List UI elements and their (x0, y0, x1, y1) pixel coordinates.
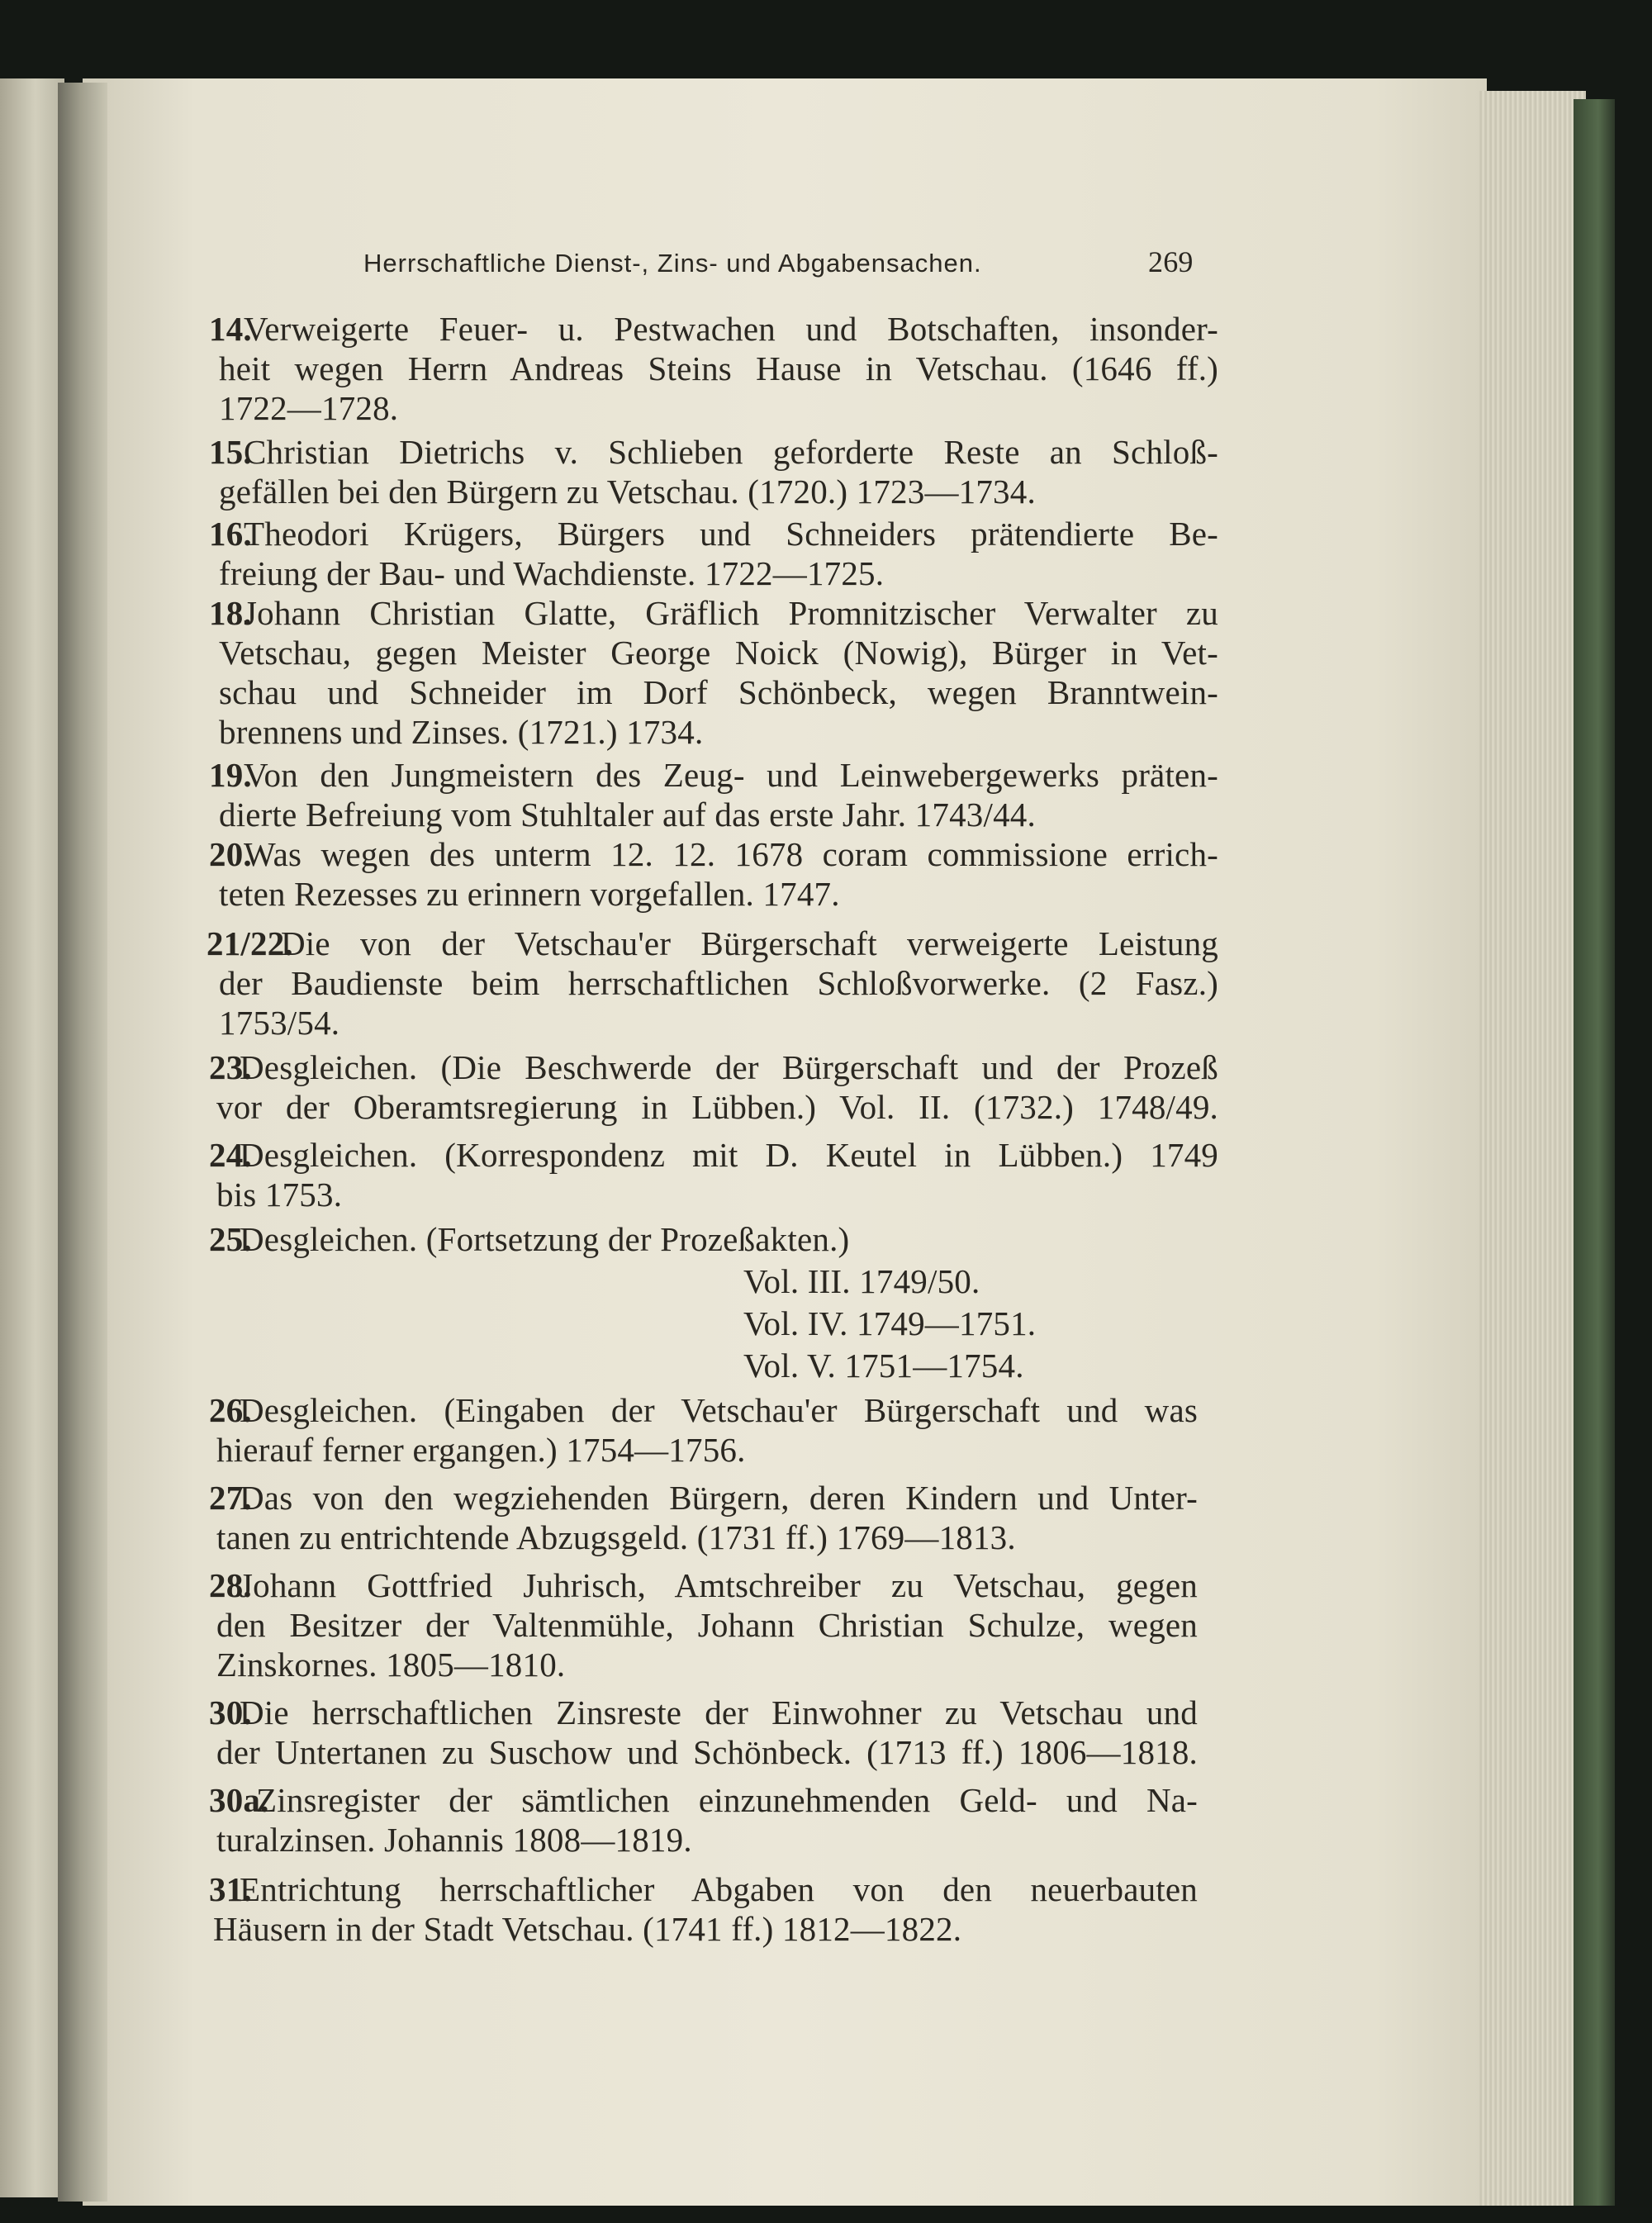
entry-line: Entrichtung herrschaftlicher Abgaben von den neuerbauten (240, 1870, 1198, 1908)
page-number: 269 (1148, 245, 1194, 278)
entry-number: 30a. (209, 1781, 269, 1819)
entry-line: dierte Befreiung vom Stuhltaler auf das erste Jahr. 1743/44. (219, 796, 1036, 834)
entry-line: Desgleichen. (Korrespondenz mit D. Keutel in Lübben.) 1749 (240, 1136, 1218, 1174)
entry-number: 31. (209, 1870, 252, 1908)
entry-line: der Baudienste beim herrschaftlichen Schloßvorwerke. (2 Fasz.) (219, 964, 1218, 1002)
entry-line: der Untertanen zu Suschow und Schönbeck. (1713 ff.) 1806—1818. (216, 1733, 1198, 1771)
entry-number: 25. (209, 1220, 252, 1258)
entry-line: Theodori Krügers, Bürgers und Schneiders prätendierte Be- (244, 515, 1218, 553)
entry-number: 30. (209, 1693, 252, 1731)
entry-line: Desgleichen. (Fortsetzung der Prozeßakten.) (240, 1220, 850, 1258)
entry-line: Zinskornes. 1805—1810. (216, 1646, 566, 1684)
entry-number: 15. (209, 433, 252, 471)
entry-line: Das von den wegziehenden Bürgern, deren Kindern und Unter- (240, 1479, 1198, 1517)
entry-line: Johann Christian Glatte, Gräflich Promnitzischer Verwalter zu (244, 594, 1218, 632)
entry-line: Vol. III. 1749/50. (743, 1262, 980, 1300)
entry-line: Desgleichen. (Eingaben der Vetschau'er Bürgerschaft und was (240, 1391, 1198, 1429)
entry-line: Was wegen des unterm 12. 12. 1678 coram commissione errich- (244, 835, 1218, 873)
entry-line: brennens und Zinses. (1721.) 1734. (219, 713, 704, 751)
entry-line: 1722—1728. (219, 389, 399, 427)
left-page-edge (0, 78, 64, 2197)
entry-number: 27. (209, 1479, 252, 1517)
entry-number: 21/22. (206, 924, 293, 962)
entry-line: teten Rezesses zu erinnern vorgefallen. 1747. (219, 875, 840, 913)
entry-line: Vetschau, gegen Meister George Noick (Nowig), Bürger in Vet- (219, 634, 1218, 672)
entry-number: 19. (209, 756, 252, 794)
entry-line: Vol. V. 1751—1754. (743, 1347, 1024, 1385)
entry-line: Häusern in der Stadt Vetschau. (1741 ff.) 1812—1822. (213, 1910, 962, 1948)
entry-line: tanen zu entrichtende Abzugsgeld. (1731 ff.) 1769—1813. (216, 1518, 1016, 1556)
entry-line: hierauf ferner ergangen.) 1754—1756. (216, 1431, 746, 1469)
page-gutter (58, 83, 107, 2202)
page-fore-edge (1479, 91, 1586, 2206)
entry-line: turalzinsen. Johannis 1808—1819. (216, 1821, 692, 1859)
entry-number: 24. (209, 1136, 252, 1174)
entry-line: bis 1753. (216, 1176, 343, 1214)
entry-line: Von den Jungmeistern des Zeug- und Leinwebergewerks präten- (244, 756, 1218, 794)
entry-number: 20. (209, 835, 252, 873)
entry-line: Die von der Vetschau'er Bürgerschaft verweigerte Leistung (281, 924, 1218, 962)
entry-line: Die herrschaftlichen Zinsreste der Einwohner zu Vetschau und (240, 1693, 1198, 1731)
entry-line: 1753/54. (219, 1004, 340, 1042)
entry-number: 26. (209, 1391, 252, 1429)
entry-line: Christian Dietrichs v. Schlieben geforderte Reste an Schloß- (244, 433, 1218, 471)
running-head: Herrschaftliche Dienst-, Zins- und Abgabensachen. (363, 249, 982, 278)
entry-number: 14. (209, 310, 252, 348)
entry-number: 28. (209, 1566, 252, 1604)
entry-line: den Besitzer der Valtenmühle, Johann Christian Schulze, wegen (216, 1606, 1198, 1644)
entry-line: gefällen bei den Bürgern zu Vetschau. (1720.) 1723—1734. (219, 473, 1036, 511)
entry-line: Zinsregister der sämtlichen einzunehmenden Geld- und Na- (256, 1781, 1198, 1819)
entry-line: Verweigerte Feuer- u. Pestwachen und Botschaften, insonder- (244, 310, 1218, 348)
book-cover-edge (1574, 99, 1615, 2206)
entry-number: 23. (209, 1048, 252, 1086)
entry-line: heit wegen Herrn Andreas Steins Hause in Vetschau. (1646 ff.) (219, 349, 1218, 387)
entry-line: Johann Gottfried Juhrisch, Amtschreiber zu Vetschau, gegen (240, 1566, 1198, 1604)
entry-line: vor der Oberamtsregierung in Lübben.) Vol. II. (1732.) 1748/49. (216, 1088, 1218, 1126)
entry-line: Desgleichen. (Die Beschwerde der Bürgerschaft und der Prozeß (240, 1048, 1218, 1086)
entry-number: 18. (209, 594, 252, 632)
entry-line: freiung der Bau- und Wachdienste. 1722—1725. (219, 554, 885, 592)
entry-line: schau und Schneider im Dorf Schönbeck, wegen Branntwein- (219, 673, 1218, 711)
entry-number: 16. (209, 515, 252, 553)
entry-line: Vol. IV. 1749—1751. (743, 1304, 1037, 1342)
